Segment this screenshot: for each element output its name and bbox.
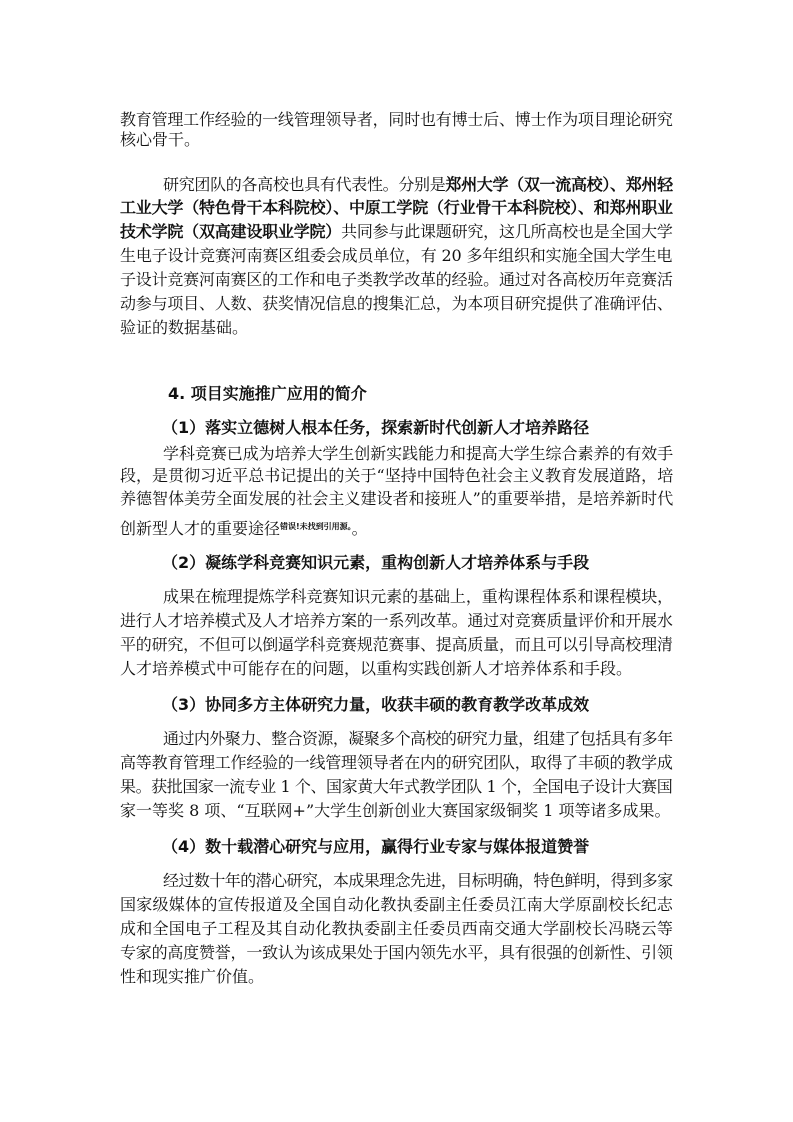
text-line (120, 466, 673, 486)
text-line (120, 611, 673, 631)
text-run: 果。获批国家一流专业 1 个、国家黄大年式教学团队 1 个，全国电子设计大赛国 (120, 777, 673, 796)
text-run: 段，是贯彻习近平总书记提出的关于“坚持中国特色社会主义教育发展道路，培 (120, 466, 674, 485)
bold-text: （3）协同多方主体研究力量，收获丰硕的教育教学改革成效 (162, 695, 590, 714)
text-line (163, 444, 673, 464)
text-line (120, 659, 632, 679)
text-line (120, 130, 200, 150)
text-line (162, 553, 589, 573)
text-line (120, 753, 673, 773)
text-line (120, 635, 673, 655)
text-run: 教育管理工作经验的一线管理领导者，同时也有博士后、博士作为项目理论研究 (120, 110, 673, 129)
text-run: 人才培养模式中可能存在的问题，以重构实践创新人才培养体系和手段。 (120, 659, 633, 678)
citation-error-note: 错误!未找到引用源。 (280, 522, 352, 531)
text-run: 专家的高度赞誉，一致认为该成果处于国内领先水平，具有很强的创新性、引领 (120, 943, 673, 962)
text-line (163, 587, 673, 607)
text-line (120, 198, 673, 218)
text-line (162, 837, 589, 857)
text-run: 子设计竞赛河南赛区的工作和电子类教学改革的经验。通过对各高校历年竞赛活 (120, 270, 673, 289)
text-line (120, 246, 672, 266)
text-run: 动参与项目、人数、获奖情况信息的搜集汇总，为本项目研究提供了准确评估、 (120, 294, 673, 313)
text-run: 平的研究，不但可以倒逼学科竞赛规范赛事、提高质量，而且可以引导高校理清 (120, 635, 673, 654)
text-line (120, 919, 673, 939)
text-run: 成果在梳理提炼学科竞赛知识元素的基础上，重构课程体系和课程模块， (163, 587, 674, 606)
text-run: 家一等奖 8 项、“互联网+”大学生创新创业大赛国家级铜奖 1 项等诸多成果。 (120, 801, 671, 820)
text-run: 性和现实推广价值。 (120, 967, 265, 986)
text-line (163, 729, 673, 749)
bold-text: 工业大学（特色骨干本科院校）、中原工学院（行业骨干本科院校）、和郑州职业 (120, 198, 673, 217)
text-run: 通过内外聚力、整合资源，凝聚多个高校的研究力量，组建了包括具有多年 (163, 729, 673, 748)
text-line (163, 175, 673, 195)
text-line (168, 384, 367, 404)
text-line (120, 517, 368, 539)
bold-text: 技术学院（双高建设职业学院） (120, 222, 342, 241)
text-line (120, 943, 673, 963)
text-run: 。 (351, 519, 368, 538)
text-run: 核心骨干。 (120, 130, 201, 149)
text-run: 高等教育管理工作经验的一线管理领导者在内的研究团队，取得了丰硕的教学成 (120, 753, 673, 772)
text-run: 养德智体美劳全面发展的社会主义建设者和接班人”的重要举措，是培养新时代 (120, 489, 674, 508)
bold-text: （4）数十载潜心研究与应用，赢得行业专家与媒体报道赞誉 (162, 837, 590, 856)
text-line (120, 318, 248, 338)
text-run: 经过数十年的潜心研究，本成果理念先进，目标明确，特色鲜明，得到多家 (163, 871, 673, 890)
text-line (120, 294, 673, 314)
text-line (120, 110, 673, 130)
text-line (120, 801, 670, 821)
text-run: 创新型人才的重要途径 (120, 519, 281, 538)
text-line (120, 222, 673, 242)
text-run: 生电子设计竞赛河南赛区组委会成员单位，有 20 多年组织和实施全国大学生电 (120, 246, 673, 265)
text-run: 研究团队的各高校也具有代表性。分别是 (163, 175, 446, 194)
bold-text: 郑州大学（双一流高校）、郑州轻 (445, 175, 673, 194)
text-line (163, 871, 673, 891)
text-run: 共同参与此课题研究，这几所高校也是全国大学 (341, 222, 673, 241)
text-run: 国家级媒体的宣传报道及全国自动化教执委副主任委员江南大学原副校长纪志 (120, 895, 674, 914)
text-line (120, 489, 673, 509)
text-run: 学科竞赛已成为培养大学生创新实践能力和提高大学生综合素养的有效手 (163, 444, 674, 463)
bold-text: 4. 项目实施推广应用的简介 (168, 384, 367, 403)
text-run: 进行人才培养模式及人才培养方案的一系列改革。通过对竞赛质量评价和开展水 (120, 611, 673, 630)
text-line (120, 777, 672, 797)
text-line (120, 895, 673, 915)
text-line (120, 967, 264, 987)
text-run: 验证的数据基础。 (120, 318, 249, 337)
text-run: 成和全国电子工程及其自动化教执委副主任委员西南交通大学副校长冯晓云等 (120, 919, 674, 938)
bold-text: （1）落实立德树人根本任务，探索新时代创新人才培养路径 (162, 418, 590, 437)
text-line (120, 270, 673, 290)
bold-text: （2）凝练学科竞赛知识元素，重构创新人才培养体系与手段 (162, 553, 590, 572)
text-line (162, 418, 589, 438)
text-line (162, 695, 589, 715)
